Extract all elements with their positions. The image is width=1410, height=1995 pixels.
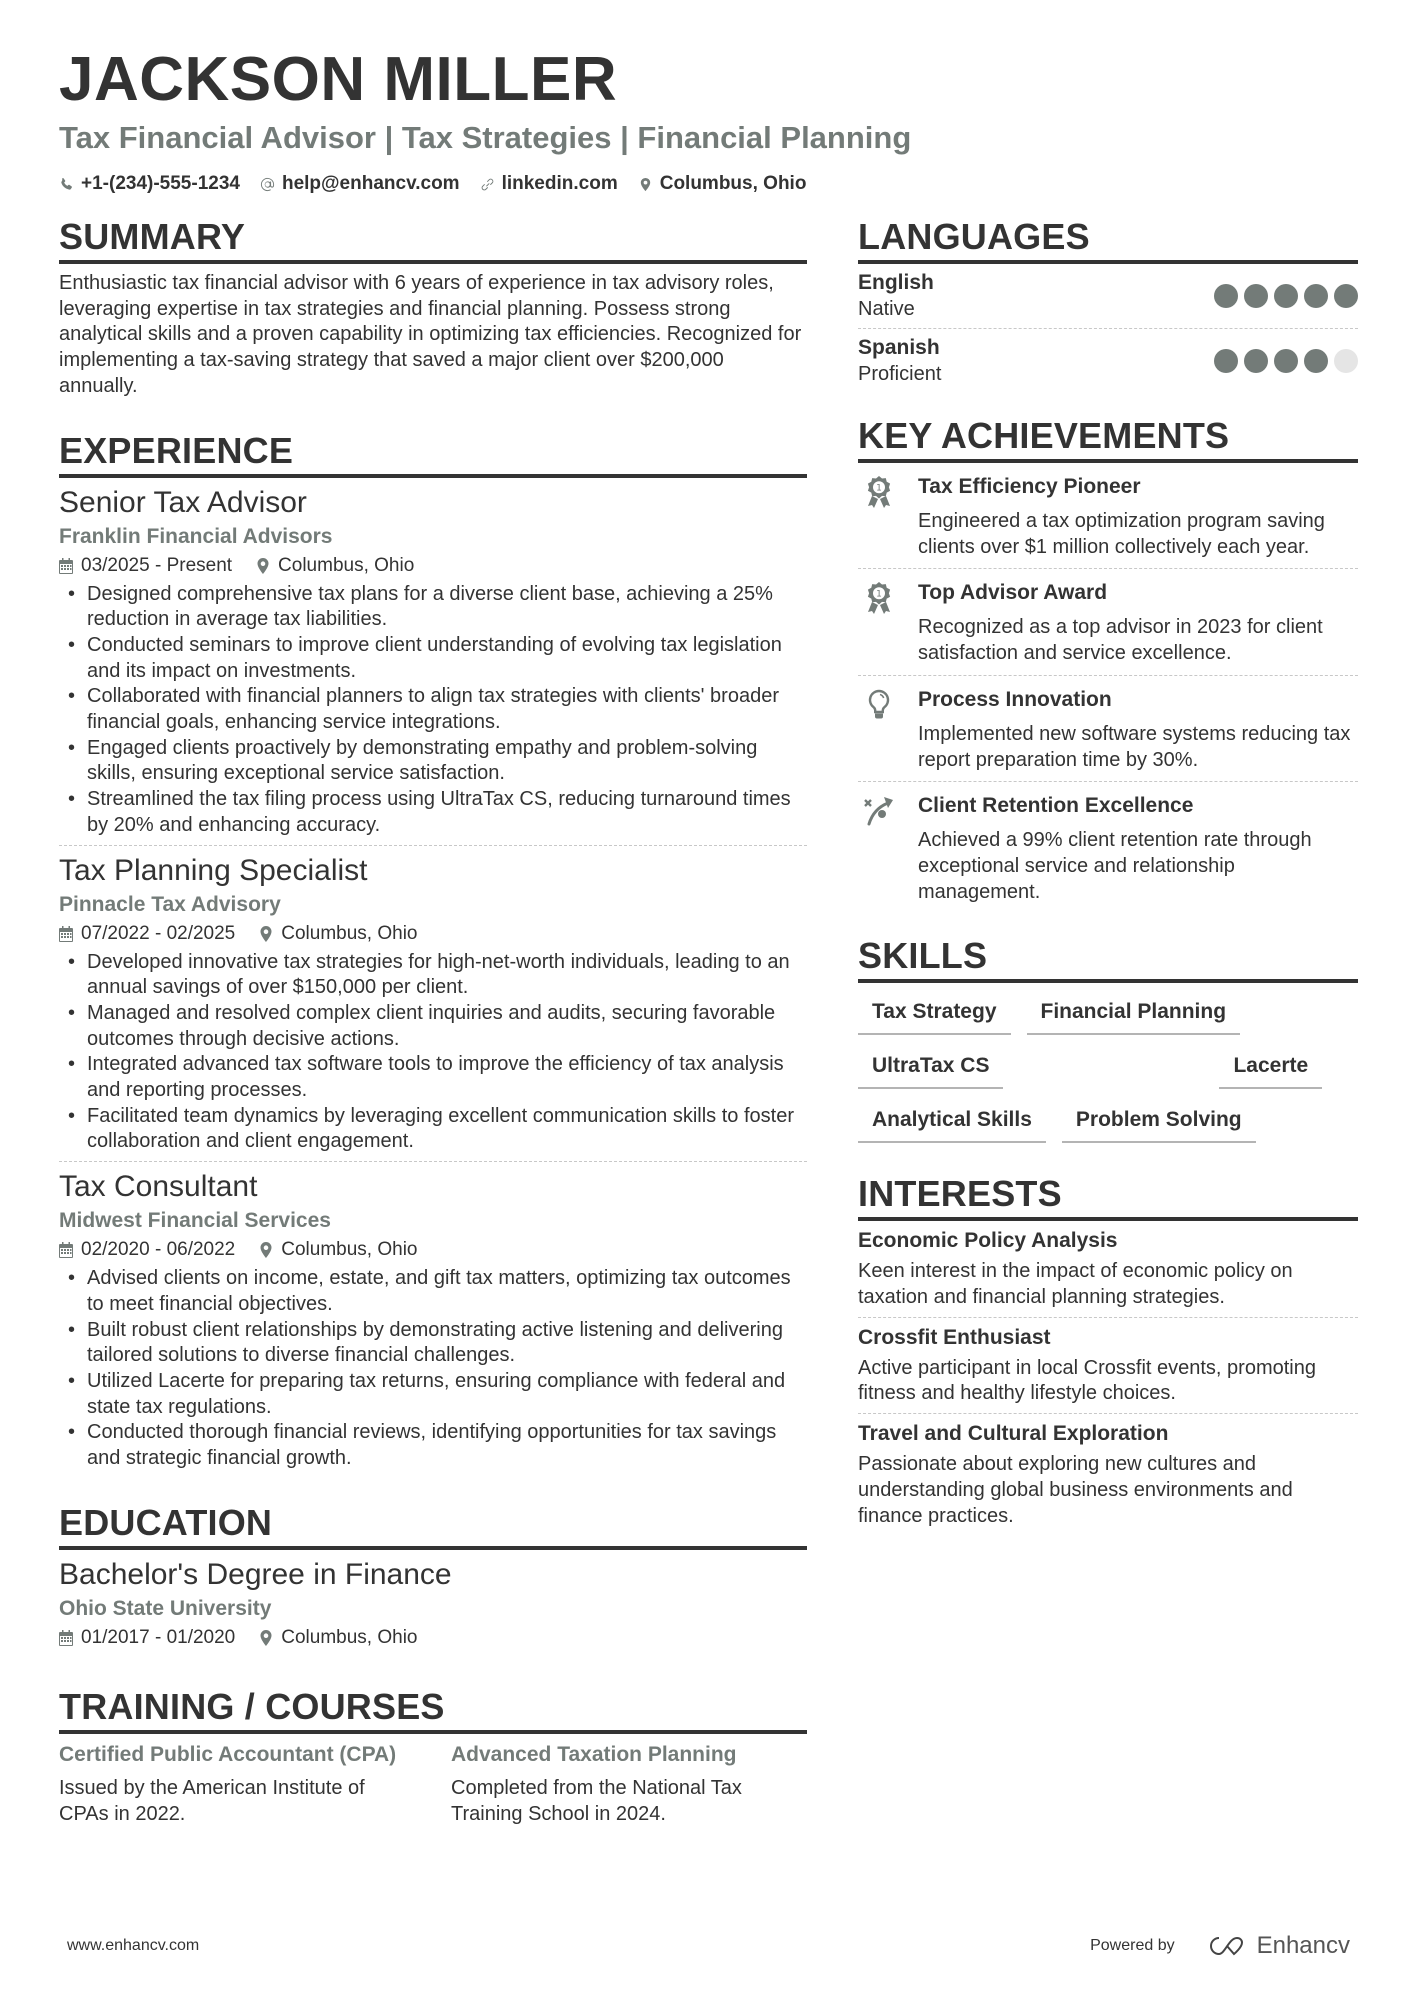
job-bullets xyxy=(59,582,807,839)
bullet-item: • Built robust client relationships by demonstrating active listening and delivering tailored solutions to diverse financial challenges. xyxy=(59,1318,807,1369)
interest-title: Crossfit Enthusiast xyxy=(858,1325,1051,1349)
interest-item xyxy=(858,1221,1358,1317)
achievement-description: Achieved a 99% client retention rate through exceptional service and relationship management. xyxy=(918,829,1312,903)
education-location xyxy=(259,1624,417,1652)
location-pin-icon xyxy=(256,558,270,574)
rating-dot-filled xyxy=(1304,349,1328,373)
rating-dot-filled xyxy=(1334,284,1358,308)
education-location-text: Columbus, Ohio xyxy=(281,1626,418,1648)
contact-linkedin[interactable] xyxy=(480,172,618,196)
candidate-headline: Tax Financial Advisor | Tax Strategies | Financial Planning xyxy=(59,120,912,155)
svg-text:1: 1 xyxy=(876,589,882,600)
training-section xyxy=(59,1686,807,1827)
contact-email[interactable] xyxy=(260,172,460,196)
job-meta xyxy=(59,552,807,580)
course-title: Advanced Taxation Planning xyxy=(451,1742,737,1766)
achievement-item xyxy=(858,782,1358,913)
job-location xyxy=(259,1236,417,1264)
education-dates-text: 01/2017 - 01/2020 xyxy=(81,1626,236,1648)
powered-by-label: Powered by xyxy=(1090,1937,1175,1954)
job-bullets xyxy=(59,950,807,1156)
skill-tag: Financial Planning xyxy=(1027,995,1241,1035)
interest-description: Keen interest in the impact of economic policy on taxation and financial planning strategies. xyxy=(858,1260,1293,1309)
skill-tag: Lacerte xyxy=(1219,1049,1322,1089)
section-title-education: EDUCATION xyxy=(59,1502,807,1550)
interest-title: Travel and Cultural Exploration xyxy=(858,1422,1169,1446)
rating-dot-filled xyxy=(1214,284,1238,308)
education-entry xyxy=(59,1550,807,1652)
job-location-text: Columbus, Ohio xyxy=(278,554,415,576)
language-name: Spanish xyxy=(858,336,940,359)
brand-name: Enhancv xyxy=(1256,1932,1350,1959)
bullet-item: • Conducted thorough financial reviews, identifying opportunities for tax savings and strategic financial growth. xyxy=(59,1420,807,1471)
calendar-icon xyxy=(59,926,73,942)
resume-header xyxy=(59,44,1359,196)
candidate-name: JACKSON MILLER xyxy=(59,45,618,114)
rating-dot-filled xyxy=(1244,284,1268,308)
achievement-item xyxy=(858,676,1358,782)
education-section xyxy=(59,1502,807,1652)
bullet-item: • Collaborated with financial planners to align tax strategies with clients' broader financial goals, enhancing service integrations. xyxy=(59,684,807,735)
course-item xyxy=(59,1742,411,1827)
skill-tag: Tax Strategy xyxy=(858,995,1011,1035)
interest-description: Passionate about exploring new cultures and understanding global business environments and finance practices. xyxy=(858,1453,1293,1527)
achievement-title: Process Innovation xyxy=(918,687,1112,711)
bullet-item: • Developed innovative tax strategies for high-net-worth individuals, leading to an annual savings of over $150,000 per client. xyxy=(59,950,807,1001)
link-icon xyxy=(480,177,495,192)
rating-dot-filled xyxy=(1274,349,1298,373)
skill-tag: Analytical Skills xyxy=(858,1103,1046,1143)
job-entry xyxy=(59,478,807,846)
company-name: Pinnacle Tax Advisory xyxy=(59,892,281,916)
job-meta xyxy=(59,920,807,948)
job-bullets xyxy=(59,1266,807,1472)
language-name: English xyxy=(858,271,934,294)
bullet-item: • Facilitated team dynamics by leveraging excellent communication skills to foster collaboration and client engagement. xyxy=(59,1104,807,1155)
skills-section xyxy=(858,935,1358,1143)
bullet-item: • Conducted seminars to improve client understanding of evolving tax legislation and its impact on investments. xyxy=(59,633,807,684)
phone-icon xyxy=(59,177,74,192)
job-dates-text: 07/2022 - 02/2025 xyxy=(81,922,236,944)
education-dates xyxy=(59,1624,235,1652)
rating-dot-filled xyxy=(1304,284,1328,308)
section-title-achievements: KEY ACHIEVEMENTS xyxy=(858,415,1358,463)
degree-title: Bachelor's Degree in Finance xyxy=(59,1557,452,1591)
school-name: Ohio State University xyxy=(59,1596,272,1620)
job-meta xyxy=(59,1236,807,1264)
interest-description: Active participant in local Crossfit events, promoting fitness and healthy lifestyle choices. xyxy=(858,1356,1316,1405)
rating-dot-filled xyxy=(1244,349,1268,373)
job-title: Senior Tax Advisor xyxy=(59,485,307,519)
bullet-item: • Utilized Lacerte for preparing tax returns, ensuring compliance with federal and state tax regulations. xyxy=(59,1369,807,1420)
interests-section xyxy=(858,1173,1358,1535)
language-item xyxy=(858,329,1358,393)
bullet-item: • Managed and resolved complex client inquiries and audits, securing favorable outcomes through decisive actions. xyxy=(59,1001,807,1052)
section-title-interests: INTERESTS xyxy=(858,1173,1358,1221)
course-title: Certified Public Accountant (CPA) xyxy=(59,1742,397,1766)
course-item xyxy=(451,1742,803,1827)
job-title: Tax Planning Specialist xyxy=(59,853,368,887)
language-level: Native xyxy=(858,298,915,320)
job-location-text: Columbus, Ohio xyxy=(281,922,418,944)
at-icon xyxy=(260,177,275,192)
contact-phone[interactable] xyxy=(59,172,240,196)
section-title-skills: SKILLS xyxy=(858,935,1358,983)
skill-tag: UltraTax CS xyxy=(858,1049,1003,1089)
experience-section xyxy=(59,430,807,1478)
company-name: Franklin Financial Advisors xyxy=(59,524,333,548)
skills-list xyxy=(858,995,1358,1143)
job-location-text: Columbus, Ohio xyxy=(281,1239,418,1261)
language-item xyxy=(858,264,1358,329)
calendar-icon xyxy=(59,558,73,574)
email-text: help@enhancv.com xyxy=(281,173,460,194)
strategy-arrow-icon xyxy=(864,794,894,830)
bullet-item: • Streamlined the tax filing process using UltraTax CS, reducing turnaround times by 20% and enhancing accuracy. xyxy=(59,787,807,838)
right-column xyxy=(858,216,1358,1557)
rating-dot-filled xyxy=(1274,284,1298,308)
enhancv-logo-icon xyxy=(1203,1934,1247,1958)
calendar-icon xyxy=(59,1242,73,1258)
job-dates-text: 03/2025 - Present xyxy=(81,554,233,576)
left-column xyxy=(59,216,807,1849)
svg-text:1: 1 xyxy=(876,483,882,494)
bullet-item: • Advised clients on income, estate, and gift tax matters, optimizing tax outcomes to meet financial objectives. xyxy=(59,1266,807,1317)
summary-text: Enthusiastic tax financial advisor with 6 years of experience in tax advisory roles, leveraging expertise in tax strategies and financial planning. Possess strong analytical skills and a proven capability in optimizing tax efficiencies. Recognized for implementing a tax-saving strategy that saved a major client over $200,000 annually. xyxy=(59,272,802,397)
calendar-icon xyxy=(59,1630,73,1646)
job-dates xyxy=(59,1236,235,1264)
lightbulb-icon-wrap xyxy=(858,686,900,773)
skill-tag: Problem Solving xyxy=(1062,1103,1256,1143)
job-entry xyxy=(59,846,807,1163)
achievement-item xyxy=(858,569,1358,675)
interest-item xyxy=(858,1318,1358,1414)
powered-by xyxy=(1090,1932,1350,1960)
achievement-description: Engineered a tax optimization program saving clients over $1 million collectively each year. xyxy=(918,510,1325,558)
company-name: Midwest Financial Services xyxy=(59,1209,331,1233)
section-title-training: TRAINING / COURSES xyxy=(59,1686,807,1734)
linkedin-text: linkedin.com xyxy=(501,173,618,194)
footer-website-link[interactable]: www.enhancv.com xyxy=(67,1937,200,1954)
bullet-item: • Designed comprehensive tax plans for a diverse client base, achieving a 25% reduction in average tax liabilities. xyxy=(59,582,807,633)
section-title-summary: SUMMARY xyxy=(59,216,807,264)
language-rating xyxy=(1214,284,1358,308)
job-dates xyxy=(59,552,232,580)
achievement-item xyxy=(858,463,1358,569)
achievement-description: Implemented new software systems reducing tax report preparation time by 30%. xyxy=(918,722,1351,771)
contact-location xyxy=(638,172,807,196)
job-title: Tax Consultant xyxy=(59,1170,258,1204)
location-pin-icon xyxy=(259,1242,273,1258)
page-footer xyxy=(67,1932,1350,1960)
job-dates-text: 02/2020 - 06/2022 xyxy=(81,1239,236,1261)
award-ribbon-icon-wrap xyxy=(858,579,900,666)
language-level: Proficient xyxy=(858,363,942,385)
location-text: Columbus, Ohio xyxy=(659,173,807,194)
rating-dot-filled xyxy=(1214,349,1238,373)
summary-section xyxy=(59,216,807,400)
achievement-title: Tax Efficiency Pioneer xyxy=(918,475,1141,498)
bullet-item: • Engaged clients proactively by demonstrating empathy and problem-solving skills, ensuring exceptional service satisfaction. xyxy=(59,736,807,787)
education-meta xyxy=(59,1624,807,1652)
course-list xyxy=(59,1742,807,1827)
location-pin-icon xyxy=(638,177,653,192)
course-description: Completed from the National Tax Training School in 2024. xyxy=(451,1776,742,1825)
enhancv-brand[interactable] xyxy=(1203,1932,1350,1960)
lightbulb-icon xyxy=(864,688,894,724)
job-entry xyxy=(59,1162,807,1478)
interest-item xyxy=(858,1414,1358,1535)
strategy-arrow-icon-wrap xyxy=(858,792,900,905)
achievement-title: Client Retention Excellence xyxy=(918,794,1194,818)
contact-bar xyxy=(59,172,1359,196)
award-ribbon-icon xyxy=(864,475,894,511)
phone-text: +1-(234)-555-1234 xyxy=(81,173,240,194)
achievements-section xyxy=(858,415,1358,913)
award-ribbon-icon-wrap xyxy=(858,473,900,560)
section-title-languages: LANGUAGES xyxy=(858,216,1358,264)
rating-dot-empty xyxy=(1334,349,1358,373)
job-location xyxy=(259,920,417,948)
location-pin-icon xyxy=(259,926,273,942)
achievement-description: Recognized as a top advisor in 2023 for client satisfaction and service excellence. xyxy=(918,616,1323,665)
languages-section xyxy=(858,216,1358,393)
language-rating xyxy=(1214,349,1358,373)
section-title-experience: EXPERIENCE xyxy=(59,430,807,478)
location-pin-icon xyxy=(259,1630,273,1646)
award-ribbon-icon xyxy=(864,581,894,617)
job-location xyxy=(256,552,414,580)
job-dates xyxy=(59,920,235,948)
bullet-item: • Integrated advanced tax software tools to improve the efficiency of tax analysis and reporting processes. xyxy=(59,1052,807,1103)
interest-title: Economic Policy Analysis xyxy=(858,1229,1118,1253)
course-description: Issued by the American Institute of CPAs in 2022. xyxy=(59,1776,365,1825)
achievement-title: Top Advisor Award xyxy=(918,581,1108,605)
